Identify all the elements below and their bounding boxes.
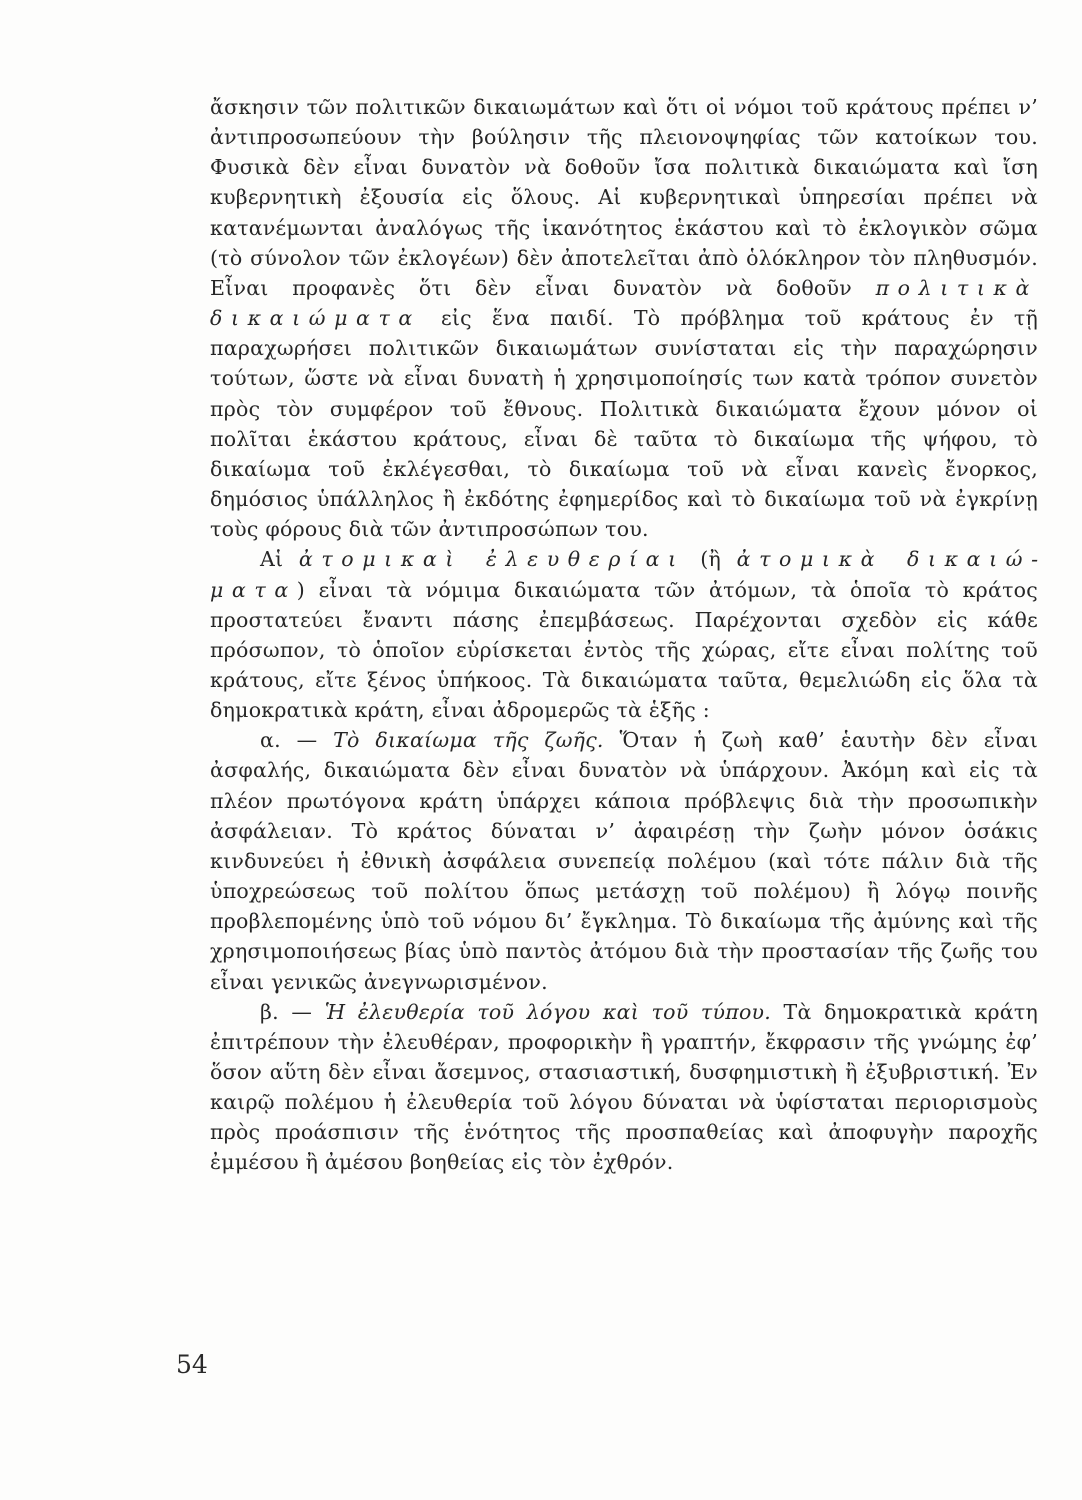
italic-heading: Ἡ ἐλευθερία τοῦ λόγου καὶ τοῦ τύπου. xyxy=(324,999,772,1024)
paragraph xyxy=(210,997,1038,1178)
spaced-emphasis: ἀτομικαὶ ἐλευθερίαι xyxy=(298,547,685,572)
text-run: Ὅταν ἡ ζωὴ καθ’ ἑαυτὴν δὲν εἶναι ἀσφαλής, δικαιώματα δὲν εἶναι δυνατὸν νὰ ὑπάρχουν. Ἀκόμη καὶ εἰς τὰ πλέον πρωτόγονα κράτη ὑπάρχει κάποια πρόβλεψις διὰ τὴν προσωπικὴν ἀσφάλειαν. Τὸ κράτος δύναται ν’ ἀφαιρέσῃ τὴν ζωὴν μόνον ὁσάκις κινδυνεύει ἡ ἐθνικὴ ἀσφάλεια συνεπείᾳ πολέμου (καὶ τότε πάλιν διὰ τῆς ὑποχρεώσεως τοῦ πολίτου ὅπως μετάσχῃ τοῦ πολέμου) ἢ λόγῳ ποινῆς προβλεπομένης ὑπὸ τοῦ νόμου δι’ ἔγκλημα. Τὸ δικαίωμα τῆς ἀμύνης καὶ τῆς χρησιμοποιήσεως βίας ὑπὸ παντὸς ἀτόμου διὰ τὴν προστασίαν τῆς ζωῆς του εἶναι γενικῶς ἀνεγνωρισμένον. xyxy=(210,728,1038,994)
paragraph xyxy=(210,725,1038,996)
text-run: (ἢ xyxy=(684,547,737,572)
body-text xyxy=(210,92,1038,1178)
italic-heading: Τὸ δικαίωμα τῆς ζωῆς. xyxy=(333,728,604,753)
paragraph xyxy=(210,92,1038,544)
text-run: α. — xyxy=(260,728,334,753)
text-run: ἄσκησιν τῶν πολιτικῶν δικαιωμάτων καὶ ὅτι οἱ νόμοι τοῦ κράτους πρέπει ν’ ἀντιπροσωπεύουν τὴν βούλησιν τῆς πλειονοψηφίας τῶν κατοίκων του. Φυσικὰ δὲν εἶναι δυνατὸν νὰ δοθοῦν ἴσα πολιτικὰ δικαιώματα καὶ ἴση κυβερνητικὴ ἐξουσία εἰς ὅλους. Αἱ κυβερνητικαὶ ὑπηρεσίαι πρέπει νὰ κατανέμωνται ἀναλόγως τῆς ἱκανότητος ἑκάστου καὶ τὸ ἐκλογικὸν σῶμα (τὸ σύνολον τῶν ἐκλογέων) δὲν ἀποτελεῖται ἀπὸ ὁλόκληρον τὸν πληθυσμόν. Εἶναι προφανὲς ὅτι δὲν εἶναι δυνατὸν νὰ δοθοῦν xyxy=(210,95,1038,300)
text-run: Τὰ δημοκρατικὰ κράτη ἐπιτρέπουν τὴν ἐλευθέραν, προφορικὴν ἢ γραπτήν, ἔκφρασιν τῆς γνώμης ἐφ’ ὅσον αὕτη δὲν εἶναι ἄσεμνος, στασιαστική, δυσφημιστικὴ ἢ ἐξυβριστική. Ἐν καιρῷ πολέμου ἡ ἐλευθερία τοῦ λόγου δύναται νὰ ὑφίσταται περιορισμοὺς πρὸς προάσπισιν τῆς ἑνότητος τῆς προσπαθείας καὶ ἀποφυγὴν παροχῆς ἐμμέσου ἢ ἀμέσου βοηθείας εἰς τὸν ἐχθρόν. xyxy=(210,999,1038,1175)
page-number: 54 xyxy=(176,1350,208,1379)
text-run: Αἱ xyxy=(260,547,299,572)
text-run: εἰς ἕνα παιδί. Τὸ πρόβλημα τοῦ κράτους ἐν τῇ παραχωρήσει πολιτικῶν δικαιωμάτων συνίσταται εἰς τὴν παραχώρησιν τούτων, ὥστε νὰ εἶναι δυνατὴ ἡ χρησιμοποίησίς των κατὰ τρόπον συνετὸν πρὸς τὸν συμφέρον τοῦ ἔθνους. Πολιτικὰ δικαιώματα ἔχουν μόνον οἱ πολῖται ἑκάστου κράτους, εἶναι δὲ ταῦτα τὸ δικαίωμα τῆς ψήφου, τὸ δικαίωμα τοῦ ἐκλέγεσθαι, τὸ δικαίωμα τοῦ νὰ εἶναι κανεὶς ἔνορκος, δημόσιος ὑπάλληλος ἢ ἐκδότης ἐφημερίδος καὶ τὸ δικαίωμα τοῦ νὰ ἐγκρίνῃ τοὺς φόρους διὰ τῶν ἀντιπροσώπων του. xyxy=(210,306,1038,542)
text-run: ) εἶναι τὰ νόμιμα δικαιώματα τῶν ἀτόμων, τὰ ὁποῖα τὸ κράτος προστατεύει ἔναντι πάσης ἐπεμβάσεως. Παρέχονται σχεδὸν εἰς κάθε πρόσωπον, τὸ ὁποῖον εὑρίσκεται ἐντὸς τῆς χώρας, εἴτε εἶναι πολίτης τοῦ κράτους, εἴτε ξένος ὑπήκοος. Τὰ δικαιώματα ταῦτα, θεμελιώδη εἰς ὅλα τὰ δημοκρατικὰ κράτη, εἶναι ἀδρομερῶς τὰ ἑξῆς : xyxy=(210,577,1038,723)
spaced-emphasis: πολιτικὰ δικαιώματα xyxy=(210,275,1038,331)
paragraph xyxy=(210,544,1038,725)
spaced-emphasis: ἀτομικὰ δικαιώματα xyxy=(210,547,1039,602)
text-run: β. — xyxy=(260,999,325,1024)
